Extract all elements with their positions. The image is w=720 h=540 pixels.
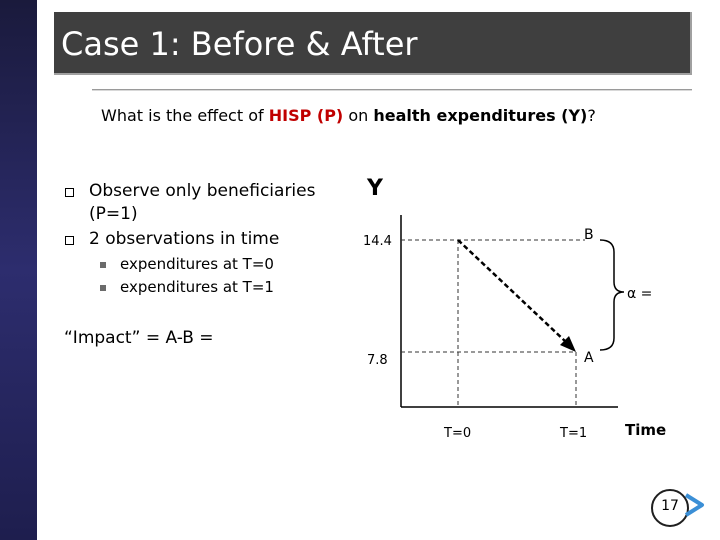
y-tick-label-low: 7.8 xyxy=(367,353,388,368)
next-arrow-icon xyxy=(684,493,706,517)
bullet-2-text: 2 observations in time xyxy=(89,229,280,249)
question-middle: on xyxy=(343,106,374,125)
series-line xyxy=(458,240,566,342)
question-program: HISP (P) xyxy=(268,106,344,125)
impact-formula: “Impact” = A-B = xyxy=(64,328,214,348)
sub-bullet-1: expenditures at T=0 xyxy=(120,255,274,273)
question-outcome: health expenditures (Y) xyxy=(373,106,588,125)
x-tick-label-t0: T=0 xyxy=(444,426,472,441)
x-tick-label-t1: T=1 xyxy=(560,426,588,441)
question-suffix: ? xyxy=(587,106,596,125)
y-axis-label: Y xyxy=(367,176,383,201)
arrow-head xyxy=(560,336,576,352)
y-tick-label-high: 14.4 xyxy=(363,234,392,249)
bullet-1-line-1: Observe only beneficiaries xyxy=(89,181,316,201)
alpha-label: α = xyxy=(627,286,653,302)
point-b-label: B xyxy=(584,227,594,243)
difference-brace xyxy=(600,240,624,350)
x-axis-label: Time xyxy=(625,421,667,439)
page-number: 17 xyxy=(661,498,679,514)
bullet-1-line-2: (P=1) xyxy=(89,204,138,224)
sub-bullet-2: expenditures at T=1 xyxy=(120,278,274,296)
slide-title: Case 1: Before & After xyxy=(61,25,418,63)
question-prefix: What is the effect of xyxy=(101,106,269,125)
point-a-label: A xyxy=(584,350,594,366)
